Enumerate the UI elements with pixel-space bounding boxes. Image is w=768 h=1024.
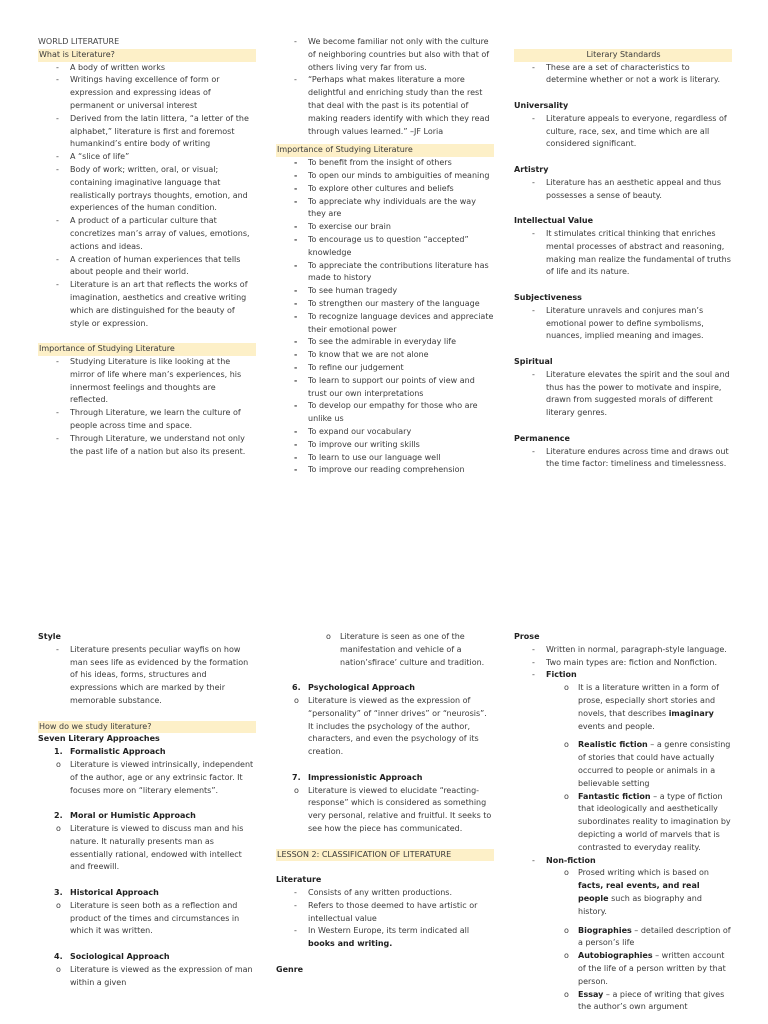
column-2-bottom: [276, 631, 494, 977]
list-item: - “Perhaps what makes literature a more delightful and enriching study than the rest that deal with the past is its potential of making readers identify with which they read through values learned.” –JF Loria: [276, 74, 494, 138]
heading-literary-standards: Literary Standards: [514, 49, 732, 62]
list-item: - Literature unravels and conjures man’s emotional power to define symbolisms, nuances, implied meaning and images.: [514, 305, 732, 343]
list-item: - In Western Europe, its term indicated all books and writing.: [276, 925, 494, 951]
list-item: [514, 855, 732, 868]
list-item: - Consists of any written productions.: [276, 887, 494, 900]
section-title: Permanence: [514, 433, 570, 443]
approach-title: Sociological Approach: [70, 951, 170, 961]
list-item: o Realistic fiction – a genre consisting of stories that could have actually occurred to people or animals in a believable setting: [514, 739, 732, 790]
list-item: - To see the admirable in everyday life: [276, 336, 494, 349]
section-title: Universality: [514, 100, 569, 110]
list-item: - Literature presents peculiar wayfis on how man sees life as evidenced by the formation of his ideas, forms, structures and expressions which are marked by their memorable substance.: [38, 644, 256, 708]
list-item: - Literature elevates the spirit and the soul and thus has the power to motivate and inspire, drawn from suggested morals of different literary genres.: [514, 369, 732, 420]
list-item: - To expand our vocabulary: [276, 426, 494, 439]
approach-item: 4. Sociological Approach: [54, 951, 170, 961]
list-item: - Literature is an art that reflects the works of imagination, aesthetics and creative writing which are distinguished for the beauty of style or expression.: [38, 279, 256, 330]
list-item: - We become familiar not only with the culture of neighboring countries but also with that of others living very far from us.: [276, 36, 494, 74]
column-3-bottom: [514, 631, 732, 1014]
heading-seven-approaches: Seven Literary Approaches: [38, 734, 160, 744]
list-item: - To appreciate the contributions literature has made to history: [276, 260, 494, 286]
list-item: - To develop our empathy for those who are unlike us: [276, 400, 494, 426]
list-item: - To learn to support our points of view and trust our own interpretations: [276, 375, 494, 401]
list-item: - To refine our judgement: [276, 362, 494, 375]
list-item: - To open our minds to ambiguities of meaning: [276, 170, 494, 183]
approach-item: 7. Impressionistic Approach: [292, 772, 423, 782]
list-item: - To exercise our brain: [276, 221, 494, 234]
approach-item: 6. Psychological Approach: [292, 683, 415, 693]
list-item: - A body of written works: [38, 62, 256, 75]
list-item: [514, 669, 732, 682]
list-item: o Essay – a piece of writing that gives the author’s own argument: [514, 989, 732, 1015]
what-is-literature-list: [38, 62, 256, 331]
approach-title: Historical Approach: [70, 887, 159, 897]
approach-description: o Literature is viewed as the expression of man within a given: [38, 964, 256, 990]
list-item: - A creation of human experiences that tells about people and their world.: [38, 254, 256, 280]
column-1-top: [38, 36, 256, 458]
list-item: - To improve our writing skills: [276, 439, 494, 452]
list-item: - To learn to use our language well: [276, 452, 494, 465]
approach-item: 3. Historical Approach: [54, 887, 159, 897]
list-item: o Biographies – detailed description of a person’s life: [514, 925, 732, 951]
list-item: - Through Literature, we learn the culture of people across time and space.: [38, 407, 256, 433]
column-2-top: [276, 36, 494, 477]
approaches-list: [38, 746, 256, 759]
section-title: Subjectiveness: [514, 292, 582, 302]
standards-intro-list: [514, 62, 732, 88]
heading-prose: Prose: [514, 632, 540, 641]
approach-title: Psychological Approach: [308, 683, 415, 693]
list-item: - Literature appeals to everyone, regardless of culture, race, sex, and time which are all considered significant.: [514, 113, 732, 151]
lesson-heading: LESSON 2: CLASSIFICATION OF LITERATURE: [276, 849, 494, 862]
list-item: - Literature has an aesthetic appeal and thus possesses a sense of beauty.: [514, 177, 732, 203]
list-item: - To improve our reading comprehension: [276, 464, 494, 477]
list-item: - Literature endures across time and draws out the time factor: timeliness and timelessness.: [514, 446, 732, 472]
importance-list: [38, 356, 256, 458]
list-item: o It is a literature written in a form of prose, especially short stories and novels, that describes imaginary events and people.: [514, 682, 732, 733]
list-item: - Refers to those deemed to have artistic or intellectual value: [276, 900, 494, 926]
heading-genre: Genre: [276, 964, 304, 974]
approach-description: o Literature is viewed as the expression of “personality” of “inner drives” or “neurosis”. It includes the psychology of the author, characters, and even the psychology of its creation.: [276, 695, 494, 759]
list-item: - To see human tragedy: [276, 285, 494, 298]
approach-description: o Literature is seen both as a reflection and product of the times and circumstances in which it was written.: [38, 900, 256, 938]
list-item: - To know that we are not alone: [276, 349, 494, 362]
list-item: - A product of a particular culture that concretizes man’s array of values, emotions, actions and ideas.: [38, 215, 256, 253]
prose-list: [514, 644, 732, 682]
approach-title: Moral or Humistic Approach: [70, 811, 196, 821]
approach-item: 1. Formalistic Approach: [54, 747, 166, 757]
approach-title: Impressionistic Approach: [308, 772, 423, 782]
list-item: o Autobiographies – written account of the life of a person written by that person.: [514, 950, 732, 988]
section-title: Spiritual: [514, 356, 553, 366]
literature-list: [276, 887, 494, 951]
column-3-top: [514, 36, 732, 471]
heading-what-is-literature: What is Literature?: [38, 49, 256, 62]
column-1-bottom: [38, 631, 256, 989]
list-item: - Through Literature, we understand not only the past life of a nation but also its present.: [38, 433, 256, 459]
list-item: - Derived from the latin littera, “a letter of the alphabet,” literature is first and foremost humankind’s entire body of writing: [38, 113, 256, 151]
list-item: - To appreciate why individuals are the way they are: [276, 196, 494, 222]
heading-importance: Importance of Studying Literature: [276, 144, 494, 157]
list-item: - To explore other cultures and beliefs: [276, 183, 494, 196]
list-item: - Two main types are: fiction and Nonfiction.: [514, 657, 732, 670]
nonfiction-list: [514, 867, 732, 1014]
list-item: - Written in normal, paragraph-style language.: [514, 644, 732, 657]
fiction-list: [514, 682, 732, 854]
list-item: - Body of work; written, oral, or visual; containing imaginative language that realistically portrays thoughts, emotion, and experiences of the human condition.: [38, 164, 256, 215]
nonfiction-label: Non-fiction: [546, 855, 596, 865]
section-title: Artistry: [514, 164, 549, 174]
list-item: o Fantastic fiction – a type of fiction that ideologically and aesthetically subordinates reality to imagination by depicting a world of marvels that is contrasted to everyday reality.: [514, 791, 732, 855]
fiction-label: Fiction: [546, 670, 577, 680]
section-title: Intellectual Value: [514, 216, 594, 226]
heading-importance: Importance of Studying Literature: [38, 343, 256, 356]
list-item: - To benefit from the insight of others: [276, 157, 494, 170]
approach-title: Formalistic Approach: [70, 747, 166, 757]
list-item: - To recognize language devices and appreciate their emotional power: [276, 311, 494, 337]
approach-description: o Literature is viewed to discuss man and his nature. It naturally presents man as essentially rational, endowed with intellect and freewill.: [38, 823, 256, 874]
list-item: - These are a set of characteristics to determine whether or not a work is literary.: [514, 62, 732, 88]
approach-description: o Literature is viewed intrinsically, independent of the author, age or any extrinsic factor. It focuses more on “literary elements”.: [38, 759, 256, 797]
list-item: - To strengthen our mastery of the language: [276, 298, 494, 311]
list-item: - A “slice of life”: [38, 151, 256, 164]
approach-item: 2. Moral or Humistic Approach: [54, 811, 196, 821]
list-item: - Writings having excellence of form or expression and expressing ideas of permanent or universal interest: [38, 74, 256, 112]
heading-literature: Literature: [276, 875, 322, 885]
list-item: - It stimulates critical thinking that enriches mental processes of abstract and reasoning, making man realize the fundamental of truths of life and its nature.: [514, 228, 732, 279]
approach-description: o Literature is seen as one of the manifestation and vehicle of a nation’sfirace’ culture and tradition.: [276, 631, 494, 669]
list-item: o Prosed writing which is based on facts, real events, and real people such as biography and history.: [514, 867, 732, 918]
list-item: - Studying Literature is like looking at the mirror of life where man’s experiences, his innermost feelings and thoughts are reflected.: [38, 356, 256, 407]
course-title: WORLD LITERATURE: [38, 37, 120, 46]
heading-how-study: How do we study literature?: [38, 721, 256, 734]
importance-reasons-list: [276, 157, 494, 477]
heading-style: Style: [38, 632, 61, 641]
list-item: - To encourage us to question “accepted” knowledge: [276, 234, 494, 260]
approach-description: o Literature is viewed to elucidate “reacting-response” which is considered as something very personal, relative and fruitful. It seeks to see how the piece has communicated.: [276, 785, 494, 836]
intro-list: [276, 36, 494, 138]
